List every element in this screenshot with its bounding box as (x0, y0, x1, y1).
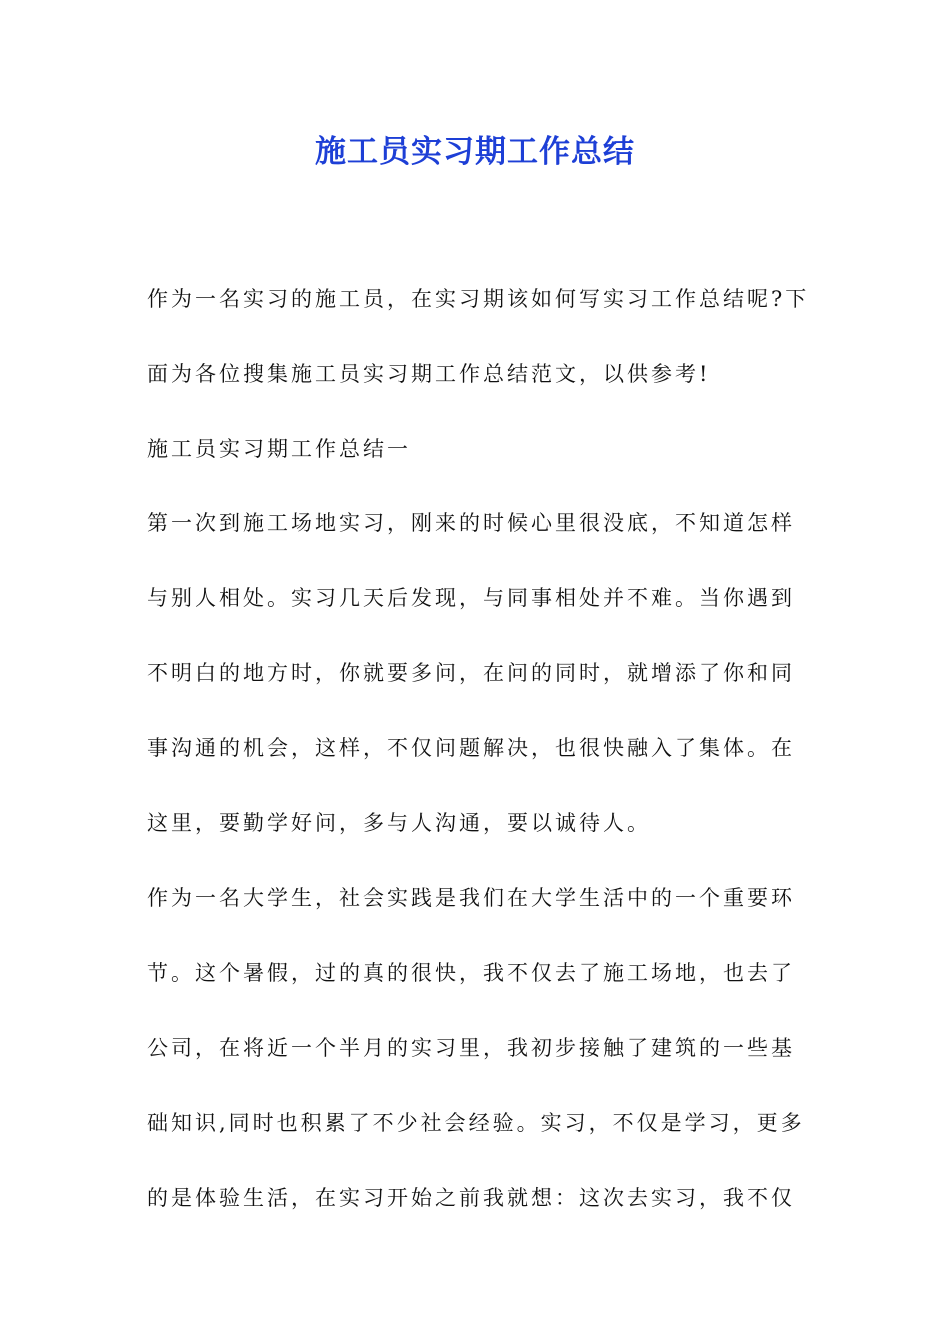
section-heading (147, 426, 807, 472)
text-line: 的是体验生活，在实习开始之前我就想：这次去实习，我不仅 (147, 1186, 795, 1210)
text-line: 节。这个暑假，过的真的很快，我不仅去了施工场地，也去了 (147, 961, 795, 985)
document-body (147, 262, 810, 1236)
page-title: 施工员实习期工作总结 (315, 134, 635, 170)
text-line: 作为一名大学生，社会实践是我们在大学生活中的一个重要环 (147, 886, 795, 910)
text-line: 这里，要勤学好问，多与人沟通，要以诚待人。 (147, 811, 651, 835)
text-line: 不明白的地方时，你就要多问，在问的同时，就增添了你和同 (147, 661, 795, 685)
paragraph (147, 262, 810, 412)
text-line: 作为一名实习的施工员，在实习期该如何写实习工作总结呢?下 (147, 287, 810, 311)
text-line: 础知识,同时也积累了不少社会经验。实习，不仅是学习，更多 (147, 1111, 805, 1135)
text-line: 与别人相处。实习几天后发现，与同事相处并不难。当你遇到 (147, 586, 795, 610)
text-line: 公司，在将近一个半月的实习里，我初步接触了建筑的一些基 (147, 1036, 795, 1060)
paragraph (147, 861, 807, 1236)
text-line: 事沟通的机会，这样，不仅问题解决，也很快融入了集体。在 (147, 736, 795, 760)
text-line: 施工员实习期工作总结一 (147, 437, 411, 461)
text-line: 面为各位搜集施工员实习期工作总结范文，以供参考! (147, 362, 711, 386)
text-line: 第一次到施工场地实习，刚来的时候心里很没底，不知道怎样 (147, 511, 795, 535)
paragraph (147, 486, 807, 861)
